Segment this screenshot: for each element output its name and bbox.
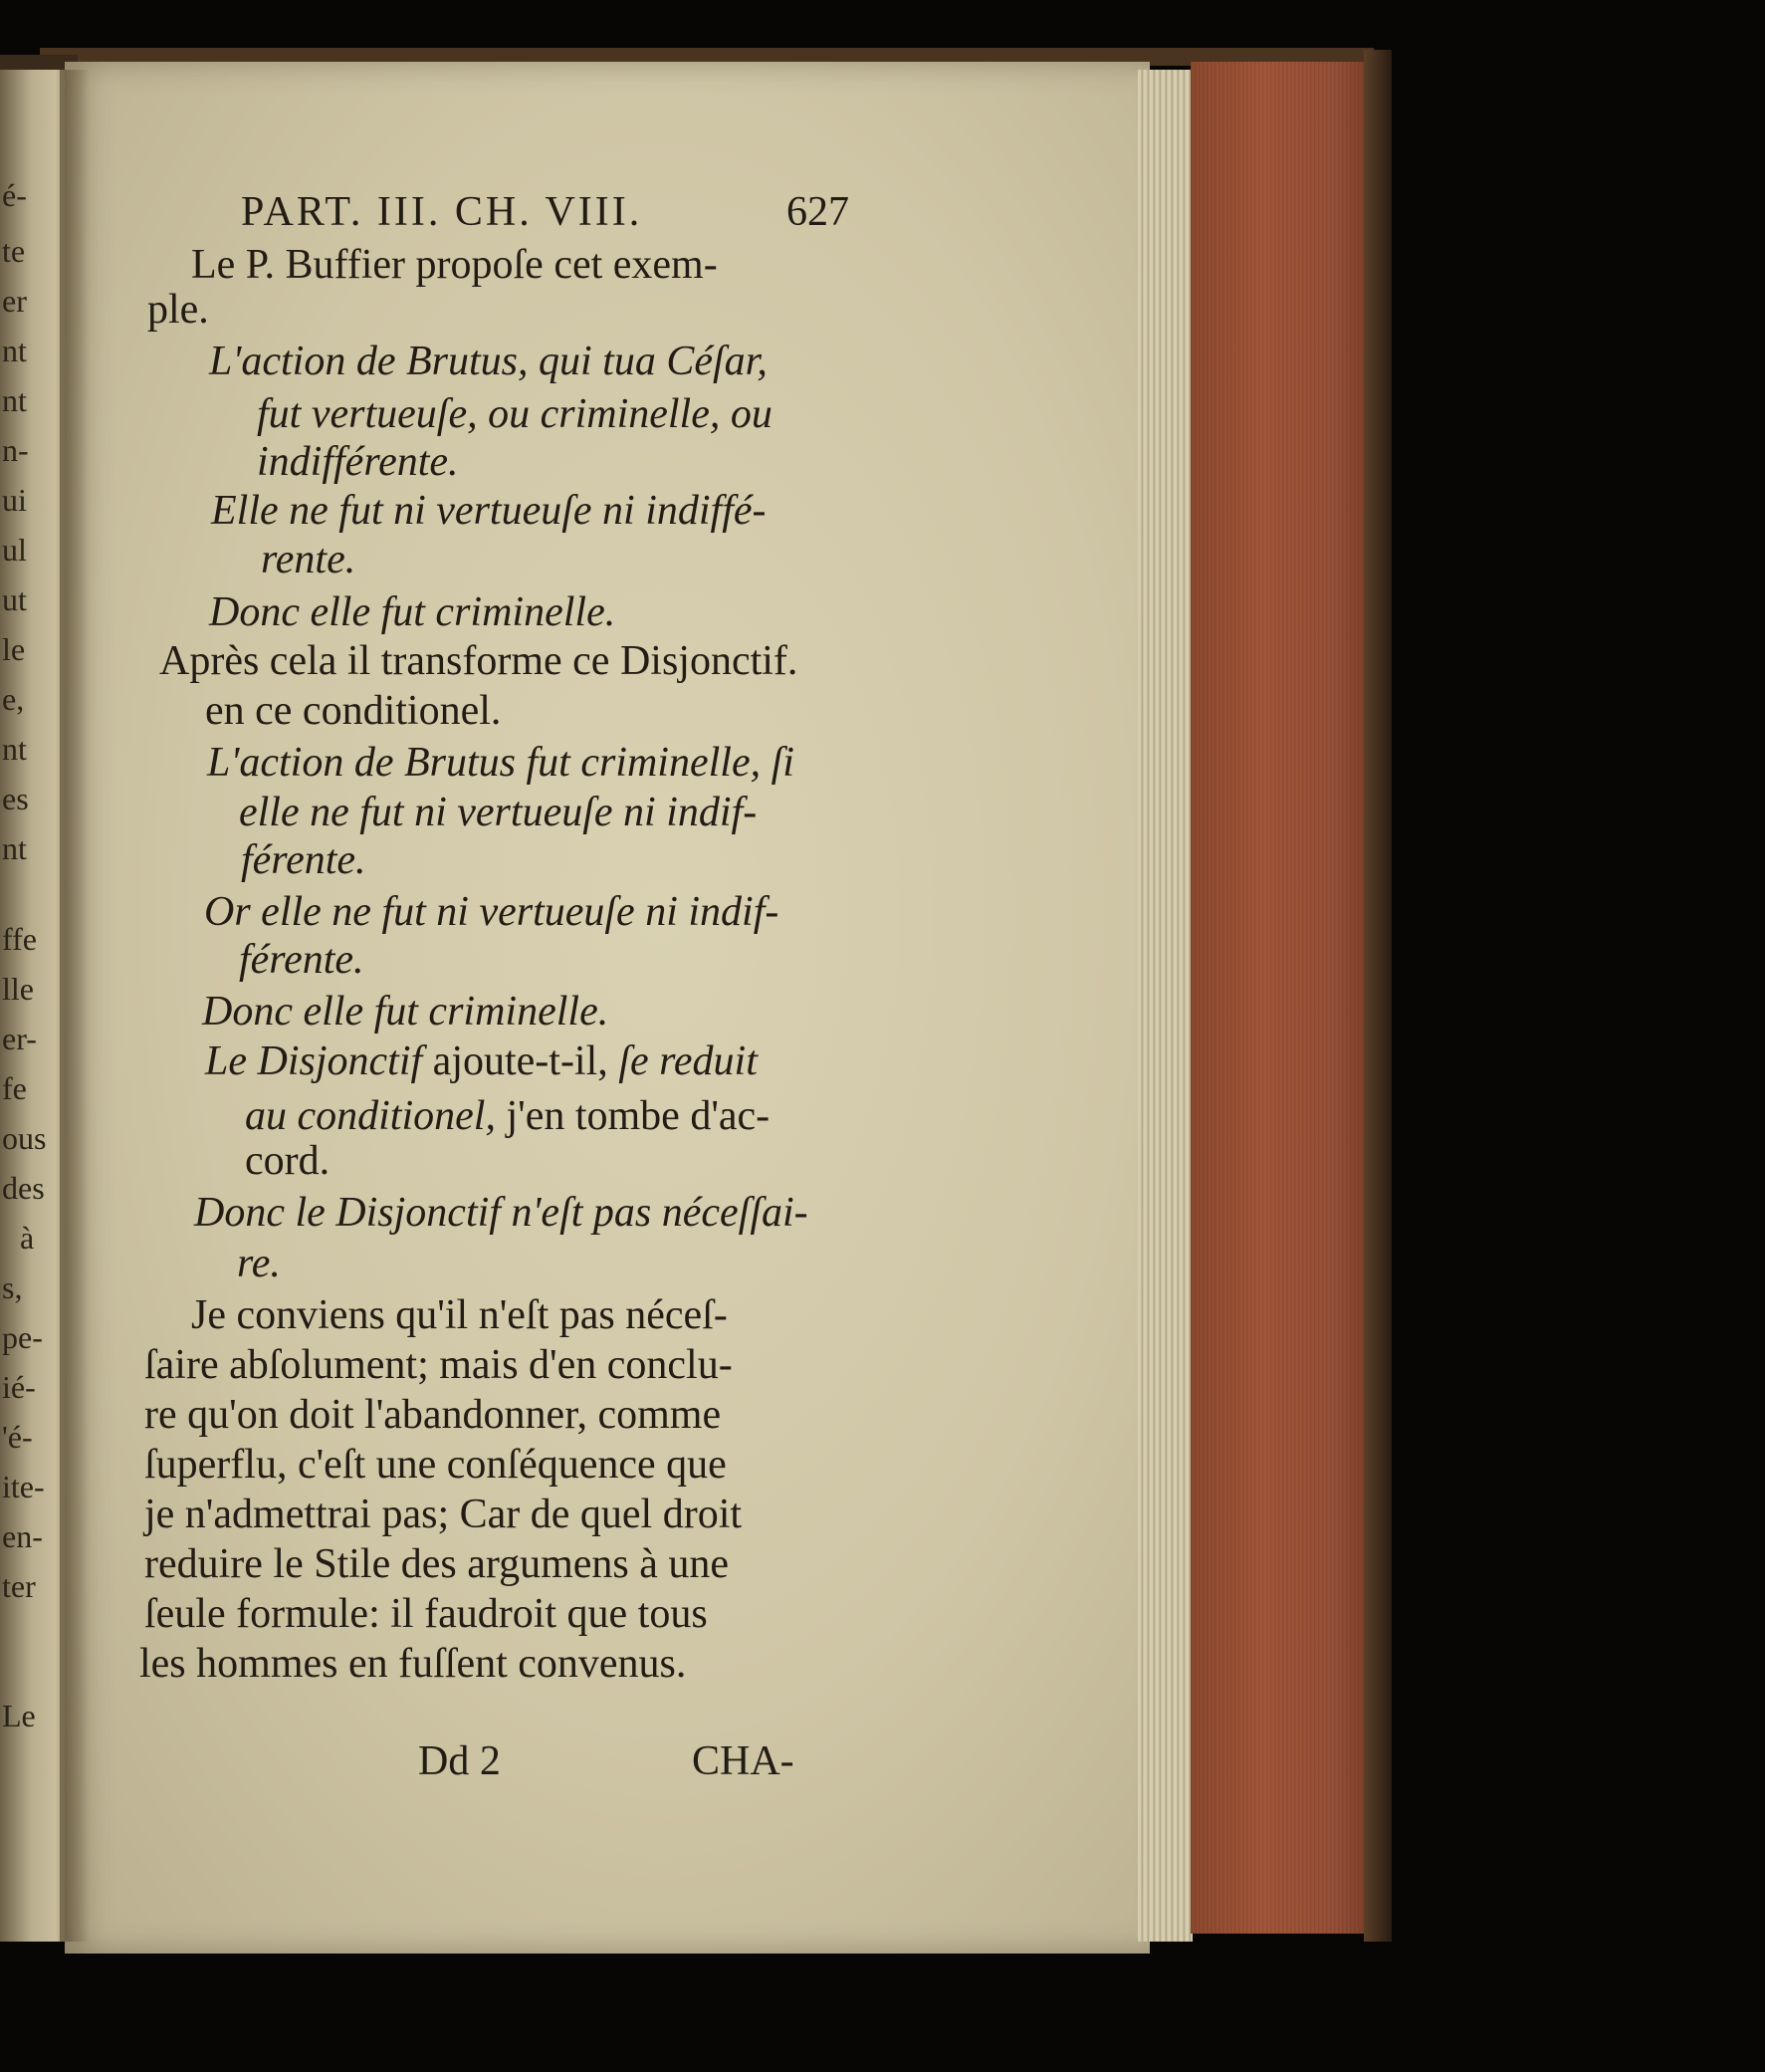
roman-phrase: j'en tombe d'ac- xyxy=(506,1093,771,1139)
left-fragment: te xyxy=(2,233,26,269)
text-line: cord. xyxy=(245,1138,331,1184)
book-cover-right xyxy=(1364,50,1392,1942)
text-line: L'action de Brutus fut criminelle, ſi xyxy=(207,740,794,786)
text-line: Or elle ne fut ni vertueuſe ni indif- xyxy=(204,889,779,935)
left-fragment: nt xyxy=(2,830,27,866)
signature-mark: Dd 2 xyxy=(418,1738,501,1784)
left-fragment: n- xyxy=(2,432,29,468)
left-fragment: Le xyxy=(2,1698,36,1733)
text-line: Donc elle fut criminelle. xyxy=(202,989,609,1035)
text-line: elle ne fut ni vertueuſe ni indif- xyxy=(239,790,758,835)
text-line-mixed xyxy=(205,1040,758,1082)
running-head-part-number: III. xyxy=(376,189,442,235)
left-fragment: s, xyxy=(2,1269,23,1305)
text-line: reduire le Stile des argumens à une xyxy=(144,1541,730,1587)
text-line: re qu'on doit l'abandonner, comme xyxy=(144,1392,722,1438)
text-line: ple. xyxy=(147,287,209,333)
italic-phrase: au conditionel, xyxy=(245,1093,496,1139)
text-line: Après cela il transforme ce Disjonctif. xyxy=(159,638,798,684)
running-head xyxy=(241,191,642,233)
left-fragment: er xyxy=(2,283,27,319)
text-line: Donc elle fut criminelle. xyxy=(209,589,616,635)
text-line: re. xyxy=(237,1241,281,1286)
left-fragment: nt xyxy=(2,382,27,418)
text-line: Elle ne fut ni vertueuſe ni indiffé- xyxy=(211,488,767,534)
left-fragment: fe xyxy=(2,1070,27,1106)
roman-phrase: ajoute-t-il, xyxy=(432,1038,608,1084)
text-line: ſaire abſolument; mais d'en conclu- xyxy=(144,1342,733,1388)
catchword: CHA- xyxy=(692,1738,794,1784)
left-fragment: 'é- xyxy=(2,1419,33,1455)
text-line: Je conviens qu'il n'eſt pas néceſ- xyxy=(191,1292,728,1338)
left-fragment: à xyxy=(20,1220,35,1256)
italic-phrase: ſe reduit xyxy=(618,1038,758,1084)
left-fragment: ter xyxy=(2,1568,36,1604)
left-fragment: nt xyxy=(2,731,27,767)
left-fragment: le xyxy=(2,631,26,667)
text-line: L'action de Brutus, qui tua Céſar, xyxy=(209,339,768,384)
left-fragment: ous xyxy=(2,1120,47,1156)
left-fragment: ié- xyxy=(2,1369,36,1405)
page-stack-edge xyxy=(1138,70,1193,1942)
text-line: Le P. Buffier propoſe cet exem- xyxy=(191,242,718,288)
text-line-mixed xyxy=(245,1095,770,1137)
left-fragment: ut xyxy=(2,581,27,617)
text-line: ſeule formule: il faudroit que tous xyxy=(144,1591,708,1637)
left-fragment: ffe xyxy=(2,921,37,957)
left-fragment: er- xyxy=(2,1021,37,1056)
left-fragment: ul xyxy=(2,532,27,568)
left-fragment: ite- xyxy=(2,1469,45,1504)
running-head-chapter: CH. xyxy=(454,189,533,235)
text-line: rente. xyxy=(261,537,356,582)
text-line: indifférente. xyxy=(257,439,459,485)
left-fragment: des xyxy=(2,1170,45,1206)
text-line: en ce conditionel. xyxy=(205,688,502,734)
left-fragment: e, xyxy=(2,681,25,717)
left-fragment: é- xyxy=(2,177,27,213)
text-line: férente. xyxy=(239,937,364,983)
italic-phrase: Le Disjonctif xyxy=(205,1038,423,1084)
running-head-part: PART. xyxy=(241,189,364,235)
left-fragment: nt xyxy=(2,333,27,368)
page-number: 627 xyxy=(786,189,849,235)
text-line: ſuperflu, c'eſt une conſéquence que xyxy=(144,1442,727,1488)
left-fragment: pe- xyxy=(2,1319,43,1355)
text-line: fut vertueuſe, ou criminelle, ou xyxy=(257,391,772,437)
left-fragment: en- xyxy=(2,1518,43,1554)
left-fragment: ui xyxy=(2,482,27,518)
text-line: Donc le Disjonctif n'eſt pas néceſſai- xyxy=(194,1190,808,1236)
text-line: férente. xyxy=(241,837,366,883)
left-fragment: es xyxy=(2,781,29,816)
text-line: les hommes en fuſſent convenus. xyxy=(139,1641,687,1687)
text-line: je n'admettrai pas; Car de quel droit xyxy=(144,1492,743,1537)
running-head-chapter-number: VIII. xyxy=(545,189,643,235)
red-page-edges xyxy=(1191,62,1370,1934)
left-fragment: lle xyxy=(2,971,34,1007)
